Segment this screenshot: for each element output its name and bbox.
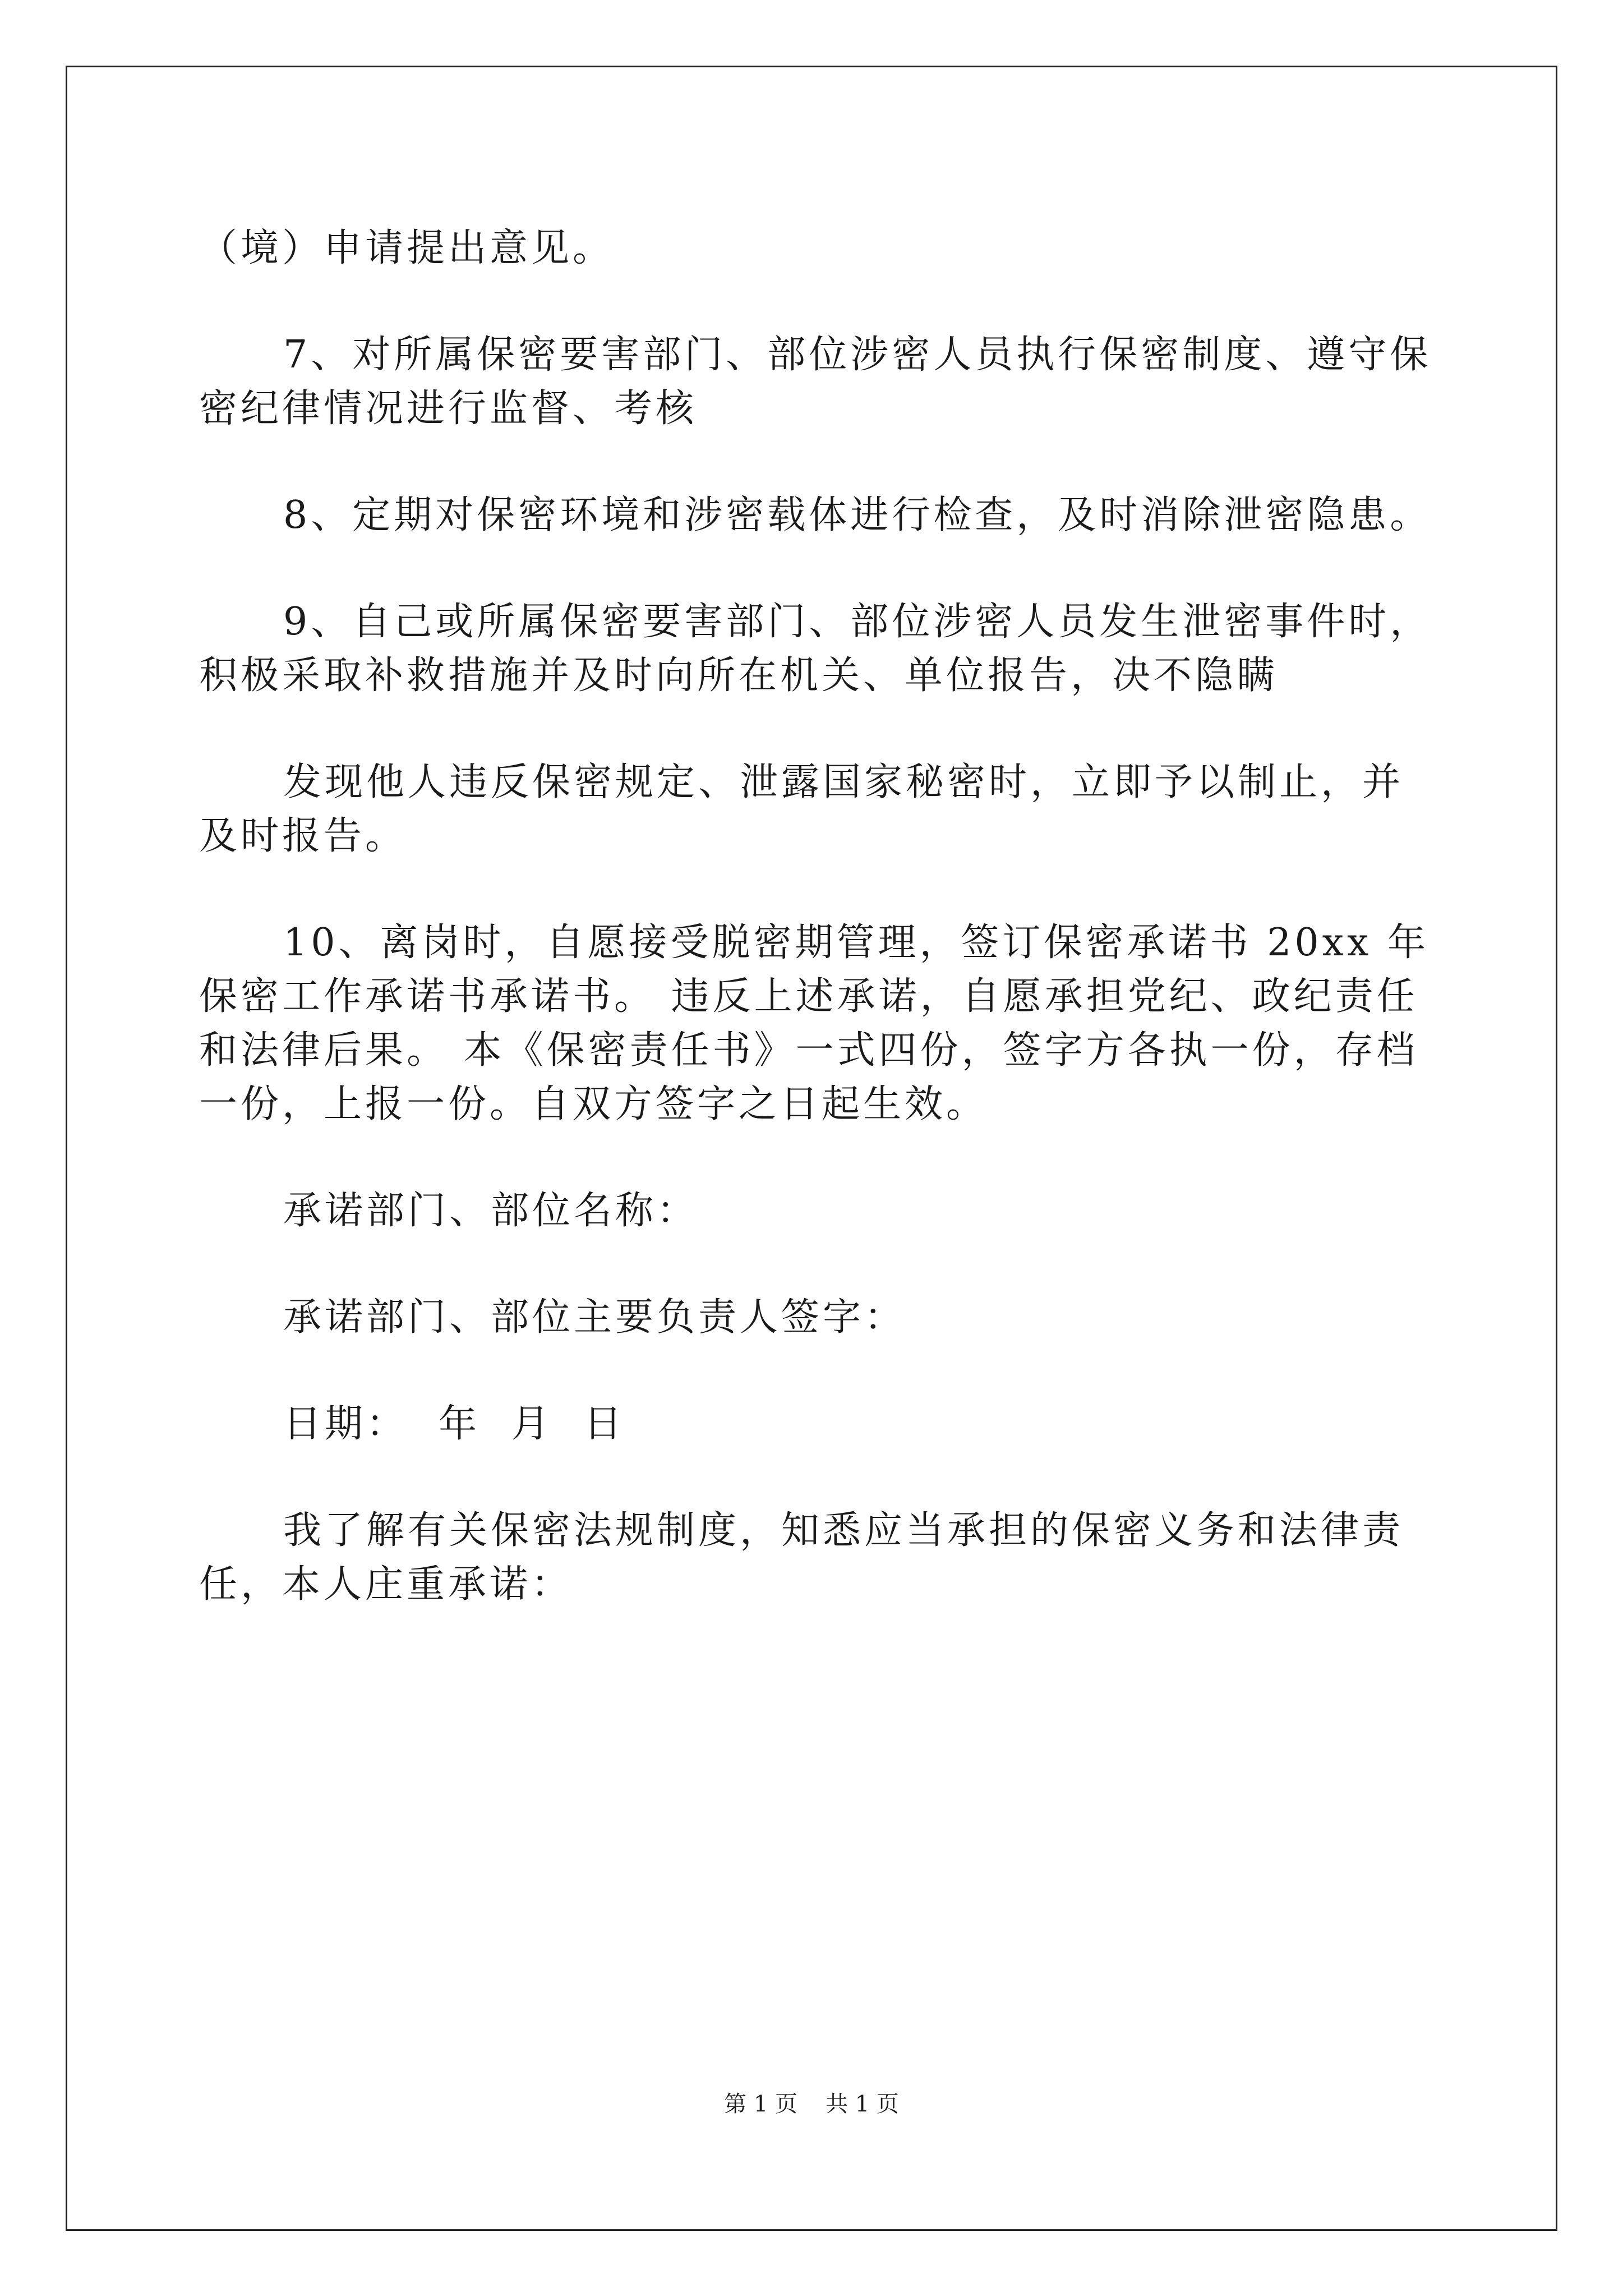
page-footer [0,2090,1623,2118]
paragraph-item-7: 7、对所属保密要害部门、部位涉密人员执行保密制度、遵守保密纪律情况进行监督、考核 [199,333,1432,431]
paragraph-continuation: （境）申请提出意见。 [199,226,615,270]
paragraph-item-8: 8、定期对保密环境和涉密载体进行检查，及时消除泄密隐患。 [283,493,1432,537]
field-date: 日期： 年 月 日 [283,1402,625,1446]
page-number: 第 1 页 [724,2091,797,2117]
paragraph-item-10: 10、离岗时，自愿接受脱密期管理，签订保密承诺书 20xx 年保密工作承诺书承诺书。 违反上述承诺，自愿承担党纪、政纪责任和法律后果。 本《保密责任书》一式四份，签字方各执一份，存档一份，上报一份。自双方签字之日起生效。 [199,921,1429,1126]
paragraph-item-9: 9、自己或所属保密要害部门、部位涉密人员发生泄密事件时，积极采取补救措施并及时向所在机关、单位报告，决不隐瞒 [199,600,1432,698]
field-responsible-signature: 承诺部门、部位主要负责人签字： [283,1295,906,1340]
paragraph-report: 发现他人违反保密规定、泄露国家秘密时，立即予以制止，并及时报告。 [199,760,1404,858]
field-department-name: 承诺部门、部位名称： [283,1189,699,1233]
page-total: 共 1 页 [826,2091,899,2117]
paragraph-pledge: 我了解有关保密法规制度，知悉应当承担的保密义务和法律责任，本人庄重承诺： [199,1508,1404,1607]
document-body [199,222,1441,1664]
